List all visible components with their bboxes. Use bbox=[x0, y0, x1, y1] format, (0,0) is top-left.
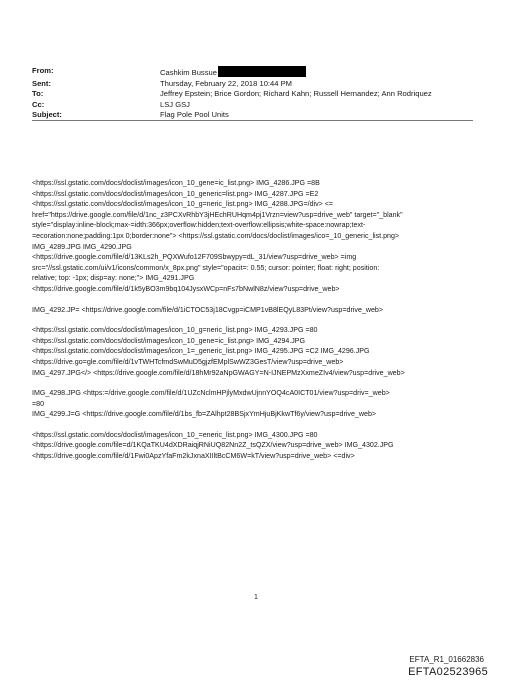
body-line: IMG_4289.JPG IMG_4290.JPG bbox=[32, 242, 132, 251]
subject-value: Flag Pole Pool Units bbox=[160, 110, 229, 120]
efta-reference-small: EFTA_R1_01662836 bbox=[409, 655, 484, 664]
to-row bbox=[32, 89, 472, 100]
cc-row bbox=[32, 100, 472, 111]
body-line: <https://ssl.gstatic.com/docs/doclist/images/icon_10_g=neric_list.png> IMG_4293.JPG =80 bbox=[32, 326, 318, 335]
cc-value: LSJ GSJ bbox=[160, 99, 190, 109]
email-body bbox=[32, 178, 482, 462]
body-line: <https://ssl.gstatic.com/docs/doclist/images/icon_10_gene=ic_list.png> IMG_4294.JPG bbox=[32, 336, 306, 345]
body-line: IMG_4297.JPG</> <https://drive.google.com/file/d/18hMr92aNpGWAGY=N-IJNEPMzXxmeZIv4/view?usp=drive_web> bbox=[32, 368, 405, 377]
cc-label: Cc: bbox=[32, 99, 45, 109]
to-value: Jeffrey Epstein; Brice Gordon; Richard Kahn; Russell Hernandez; Ann Rodriquez bbox=[160, 89, 432, 99]
body-line: <https://ssl.gstatic.com/docs/doclist/images/icon_10_generic=list.png> IMG_4287.JPG =E2 bbox=[32, 189, 319, 198]
paragraph-gap bbox=[32, 295, 482, 305]
sent-row bbox=[32, 79, 472, 90]
body-line: <https://ssl.gstatic.com/docs/doclist/images/icon_1=_generic_list.png> IMG_4295.JPG =C2 IMG_4296.JPG bbox=[32, 347, 370, 356]
body-line: <https://ssl.gstatic.com/docs/doclist/images/icon_10_gene=ic_list.png> IMG_4286.JPG =8B bbox=[32, 179, 320, 187]
to-label: To: bbox=[32, 89, 44, 99]
sent-value: Thursday, February 22, 2018 10:44 PM bbox=[160, 78, 292, 88]
from-label: From: bbox=[32, 66, 54, 75]
body-line: <https://drive.google.com/file=d/1KQaTKU4dXDRaiqjRNiUQ82Nn2Z_tsQZX/view?usp=drive_web> IMG_4302.JPG bbox=[32, 441, 394, 450]
body-line: <https://ssl.gstatic.com/docs/doclist/images/icon_10_=eneric_list.png> IMG_4300.JPG =80 bbox=[32, 430, 318, 439]
body-line: <https://drive.google.com/file/d/1k5yBO3m9bq104JysxWCp=nFs7bNwlN8z/view?usp=drive_web> bbox=[32, 284, 340, 293]
body-line: style="display:inline-block;max-=idth:366px;overflow:hidden;text-overflow:ellipsis;white-space:nowrap;text- bbox=[32, 221, 366, 230]
paragraph-gap bbox=[32, 378, 482, 388]
page-number: 1 bbox=[254, 594, 258, 601]
body-line: <https://drive.go=gle.com/file/d/1vTWHTcfmdSwMuD5gjzfEMplSwWZ3GesT/view?usp=drive_web> bbox=[32, 357, 344, 366]
body-line: relative; top: -1px; disp=ay: none;"> IMG_4291.JPG bbox=[32, 274, 195, 283]
body-line: <https://ssl.gstatic.com/docs/doclist/images/icon_10_g=neric_list.png> IMG_4288.JPG=/div> <= bbox=[32, 200, 334, 209]
paragraph-gap bbox=[32, 315, 482, 325]
sent-label: Sent: bbox=[32, 78, 51, 88]
body-line: <https://drive.google.com/file/d/1Fwi0ApzYfaFm2kJxnaXIIltBcCM6W=kT/view?usp=drive_web> <=div> bbox=[32, 452, 355, 461]
body-line: <https://drive.google.com/file/d/13KLs2h_PQXWufo12F709Sbwypy=dL_31/view?usp=drive_web> =img bbox=[32, 253, 357, 262]
redaction-block bbox=[218, 66, 306, 77]
header-divider bbox=[32, 120, 473, 121]
body-line: href="https://drive.google.com/file/d/1nc_z3PCXvRhbY3jHEchRUHqm4pj1Vrzn=view?usp=drive_web" target="_blank" bbox=[32, 210, 403, 219]
from-row bbox=[32, 66, 472, 79]
body-line: src="//ssl.gstatic.com/ui/v1/icons/common/x_8px.png" style="opacit=: 0.55; cursor: pointer; float: right; position: bbox=[32, 263, 380, 272]
body-line: IMG_4299.J=G <https://drive.google.com/file/d/1bs_fb=ZAlhpt28BSjxYmHjuBjKkwTf6y/view?usp=drive_web> bbox=[32, 410, 377, 419]
body-line: IMG_4298.JPG <https:=/drive.google.com/file/d/1UZcNclmHPjlyMxdwUjnnYOQ4cA0ICT01/view?usp=driv=_web> bbox=[32, 389, 390, 398]
efta-reference-large: EFTA02523965 bbox=[408, 666, 488, 678]
paragraph-gap bbox=[32, 420, 482, 430]
body-line: IMG_4292.JP= <https://drive.google.com/file/d/1iCTOC53j18Cvgp=iCMP1vB8lEQyL83Pt/view?usp=drive_web> bbox=[32, 305, 383, 314]
subject-label: Subject: bbox=[32, 110, 62, 120]
sender-name: Cashkim Bussue bbox=[160, 68, 217, 77]
body-line: =80 bbox=[32, 399, 45, 408]
from-value bbox=[160, 66, 306, 79]
email-header bbox=[32, 66, 472, 121]
body-line: =ecoration:none;padding:1px 0;border:none"> <https://ssl.gstatic.com/docs/doclist/images/ico=_10_generic_list.png> bbox=[32, 231, 400, 240]
